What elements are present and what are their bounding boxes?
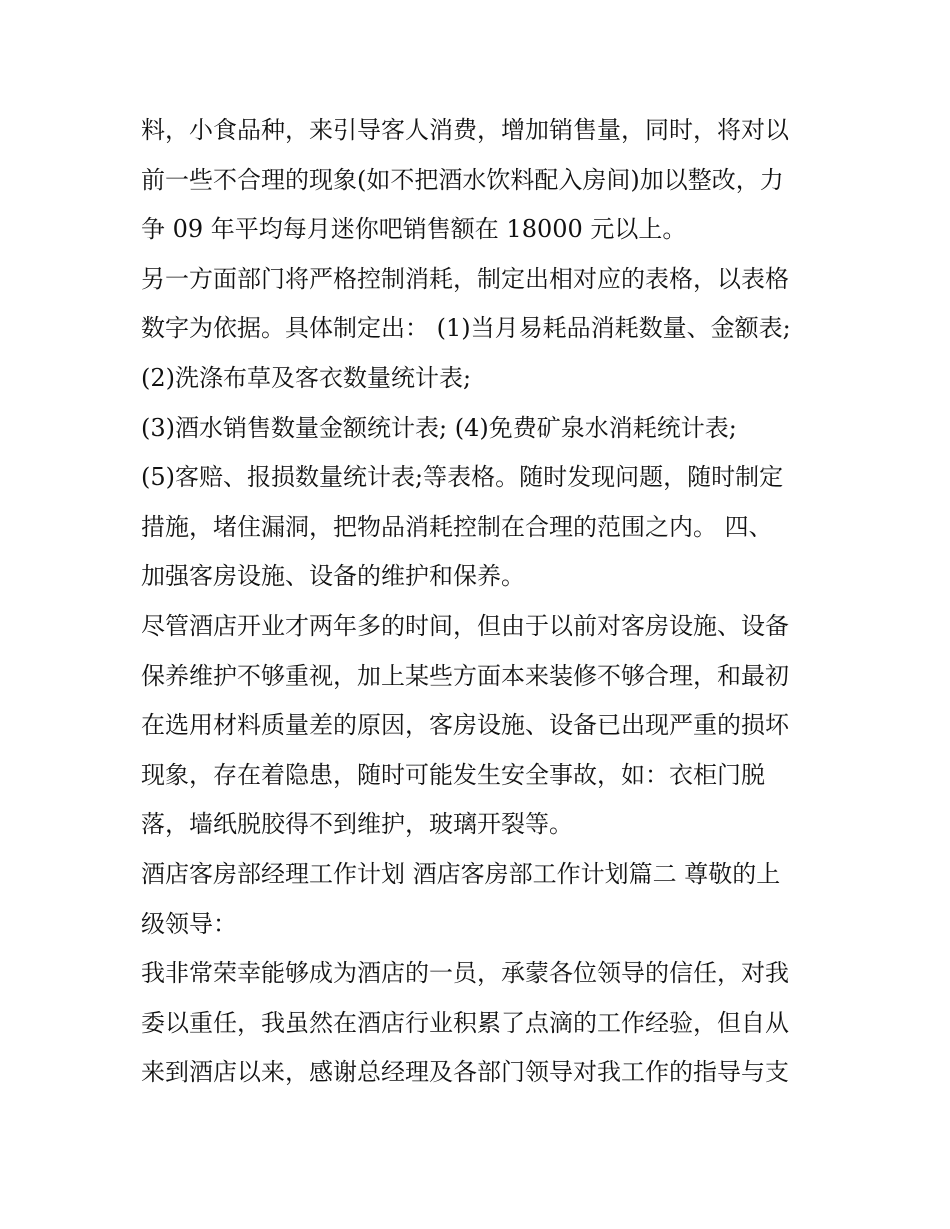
text-line: 委以重任，我虽然在酒店行业积累了点滴的工作经验，但自从 [141, 1008, 789, 1037]
text-line: 我非常荣幸能够成为酒店的一员，承蒙各位领导的信任，对我 [141, 959, 789, 988]
text-line: 级领导： [141, 909, 237, 938]
text-line: 争 09 年平均每月迷你吧销售额在 18000 元以上。 [141, 215, 687, 244]
text-line: 措施，堵住漏洞，把物品消耗控制在合理的范围之内。 四、 [141, 512, 773, 541]
text-line: 前一些不合理的现象(如不把酒水饮料配入房间)加以整改，力 [141, 165, 784, 194]
text-line: 尽管酒店开业才两年多的时间，但由于以前对客房设施、设备 [141, 611, 789, 640]
text-line: 酒店客房部经理工作计划 酒店客房部工作计划篇二 尊敬的上 [141, 859, 781, 888]
text-line: (3)酒水销售数量金额统计表; (4)免费矿泉水消耗统计表; [141, 413, 737, 442]
text-line: 现象，存在着隐患，随时可能发生安全事故，如：衣柜门脱 [141, 760, 765, 789]
text-line: (5)客赔、报损数量统计表;等表格。随时发现问题，随时制定 [141, 463, 784, 492]
text-line: (2)洗涤布草及客衣数量统计表; [141, 363, 472, 392]
text-line: 来到酒店以来，感谢总经理及各部门领导对我工作的指导与支 [141, 1058, 789, 1087]
text-line: 在选用材料质量差的原因，客房设施、设备已出现严重的损坏 [141, 711, 789, 740]
text-line: 另一方面部门将严格控制消耗，制定出相对应的表格，以表格 [141, 264, 789, 293]
text-line: 料，小食品种，来引导客人消费，增加销售量，同时，将对以 [141, 116, 789, 144]
text-line: 加强客房设施、设备的维护和保养。 [141, 562, 525, 591]
text-line: 数字为依据。具体制定出： (1)当月易耗品消耗数量、金额表; [141, 314, 791, 343]
text-line: 落，墙纸脱胶得不到维护，玻璃开裂等。 [141, 810, 573, 839]
text-line: 保养维护不够重视，加上某些方面本来装修不够合理，和最初 [141, 661, 789, 690]
body-text [141, 106, 821, 1098]
